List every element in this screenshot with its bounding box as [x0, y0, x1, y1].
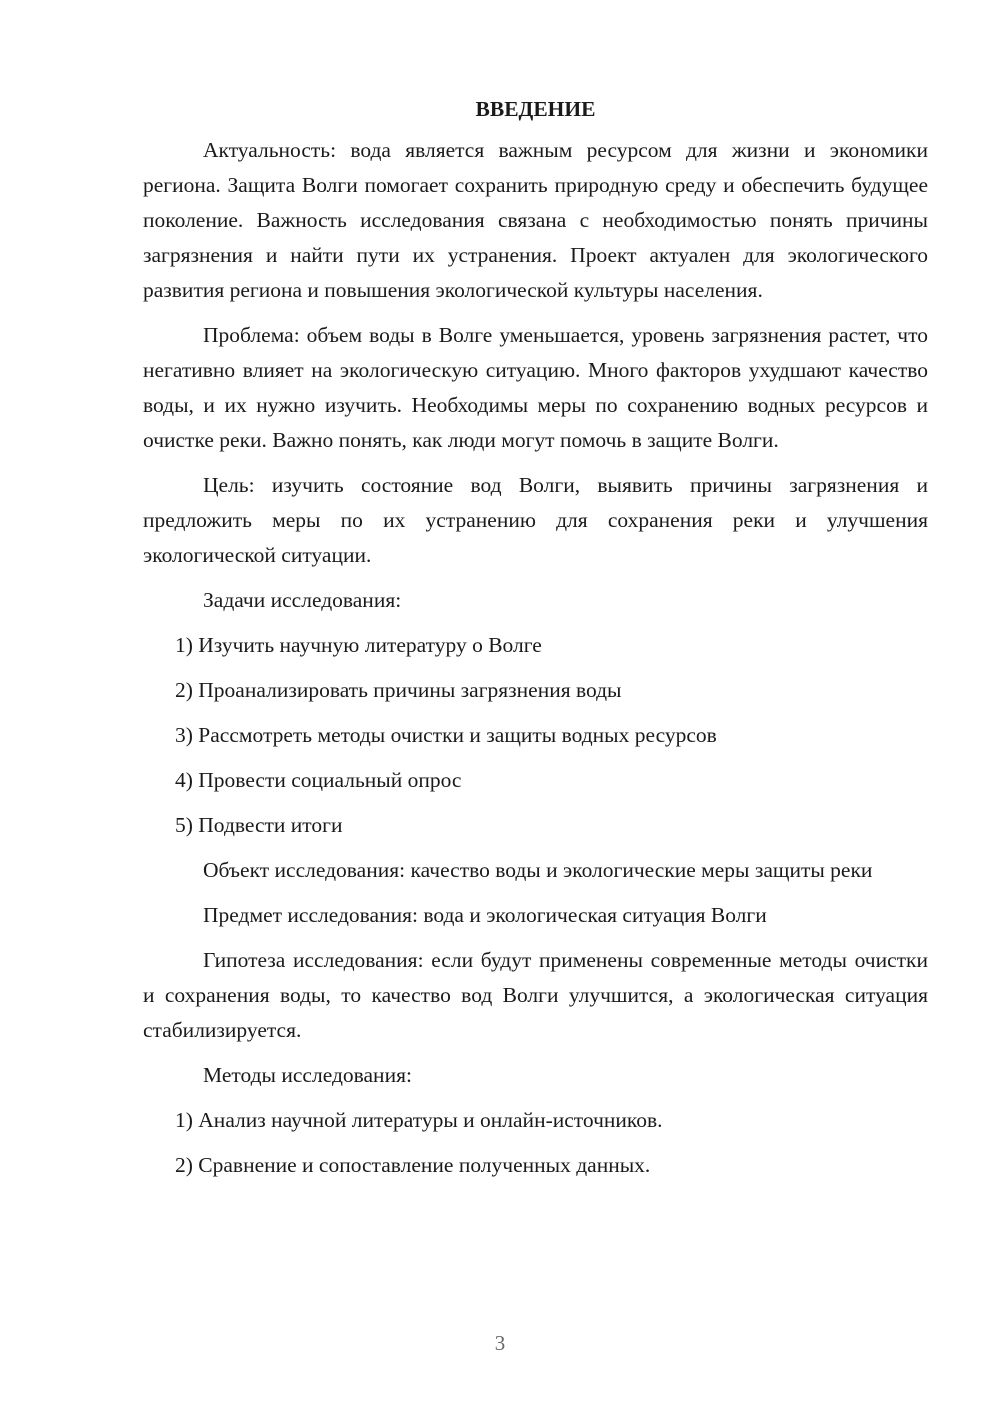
methods-list: [143, 1103, 928, 1183]
list-item: 5) Подвести итоги: [175, 813, 343, 837]
section-title: ВВЕДЕНИЕ: [475, 97, 596, 121]
list-item: 2) Сравнение и сопоставление полученных данных.: [175, 1153, 651, 1177]
goal-paragraph: Цель: изучить состояние вод Волги, выявить причины загрязнения и предложить меры по их устранению для сохранения реки и улучшения экологической ситуации.: [143, 473, 928, 567]
list-item: 4) Провести социальный опрос: [175, 768, 462, 792]
list-item: 3) Рассмотреть методы очистки и защиты водных ресурсов: [175, 723, 717, 747]
hypothesis-paragraph: Гипотеза исследования: если будут применены современные методы очистки и сохранения воды, то качество вод Волги улучшится, а экологическая ситуация стабилизируется.: [143, 948, 928, 1042]
problem-paragraph: Проблема: объем воды в Волге уменьшается, уровень загрязнения растет, что негативно влияет на экологическую ситуацию. Много факторов ухудшают качество воды, и их нужно изучить. Необходимы меры по сохранению водных ресурсов и очистке реки. Важно понять, как люди могут помочь в защите Волги.: [143, 323, 928, 452]
relevance-paragraph: Актуальность: вода является важным ресурсом для жизни и экономики региона. Защита Волги помогает сохранить природную среду и обеспечить будущее поколение. Важность исследования связана с необходимостью понять причины загрязнения и найти пути их устранения. Проект актуален для экологического развития региона и повышения экологической культуры населения.: [143, 138, 928, 302]
list-item: 1) Анализ научной литературы и онлайн-источников.: [175, 1108, 663, 1132]
tasks-list: [143, 628, 928, 843]
object-paragraph: Объект исследования: качество воды и экологические меры защиты реки: [203, 858, 873, 882]
list-item: 1) Изучить научную литературу о Волге: [175, 633, 542, 657]
list-item: 2) Проанализировать причины загрязнения воды: [175, 678, 622, 702]
document-page: [143, 92, 928, 1183]
tasks-heading: Задачи исследования:: [203, 588, 402, 612]
methods-heading: Методы исследования:: [203, 1063, 412, 1087]
page-number: 3: [494, 1331, 506, 1355]
subject-paragraph: Предмет исследования: вода и экологическая ситуация Волги: [203, 903, 767, 927]
